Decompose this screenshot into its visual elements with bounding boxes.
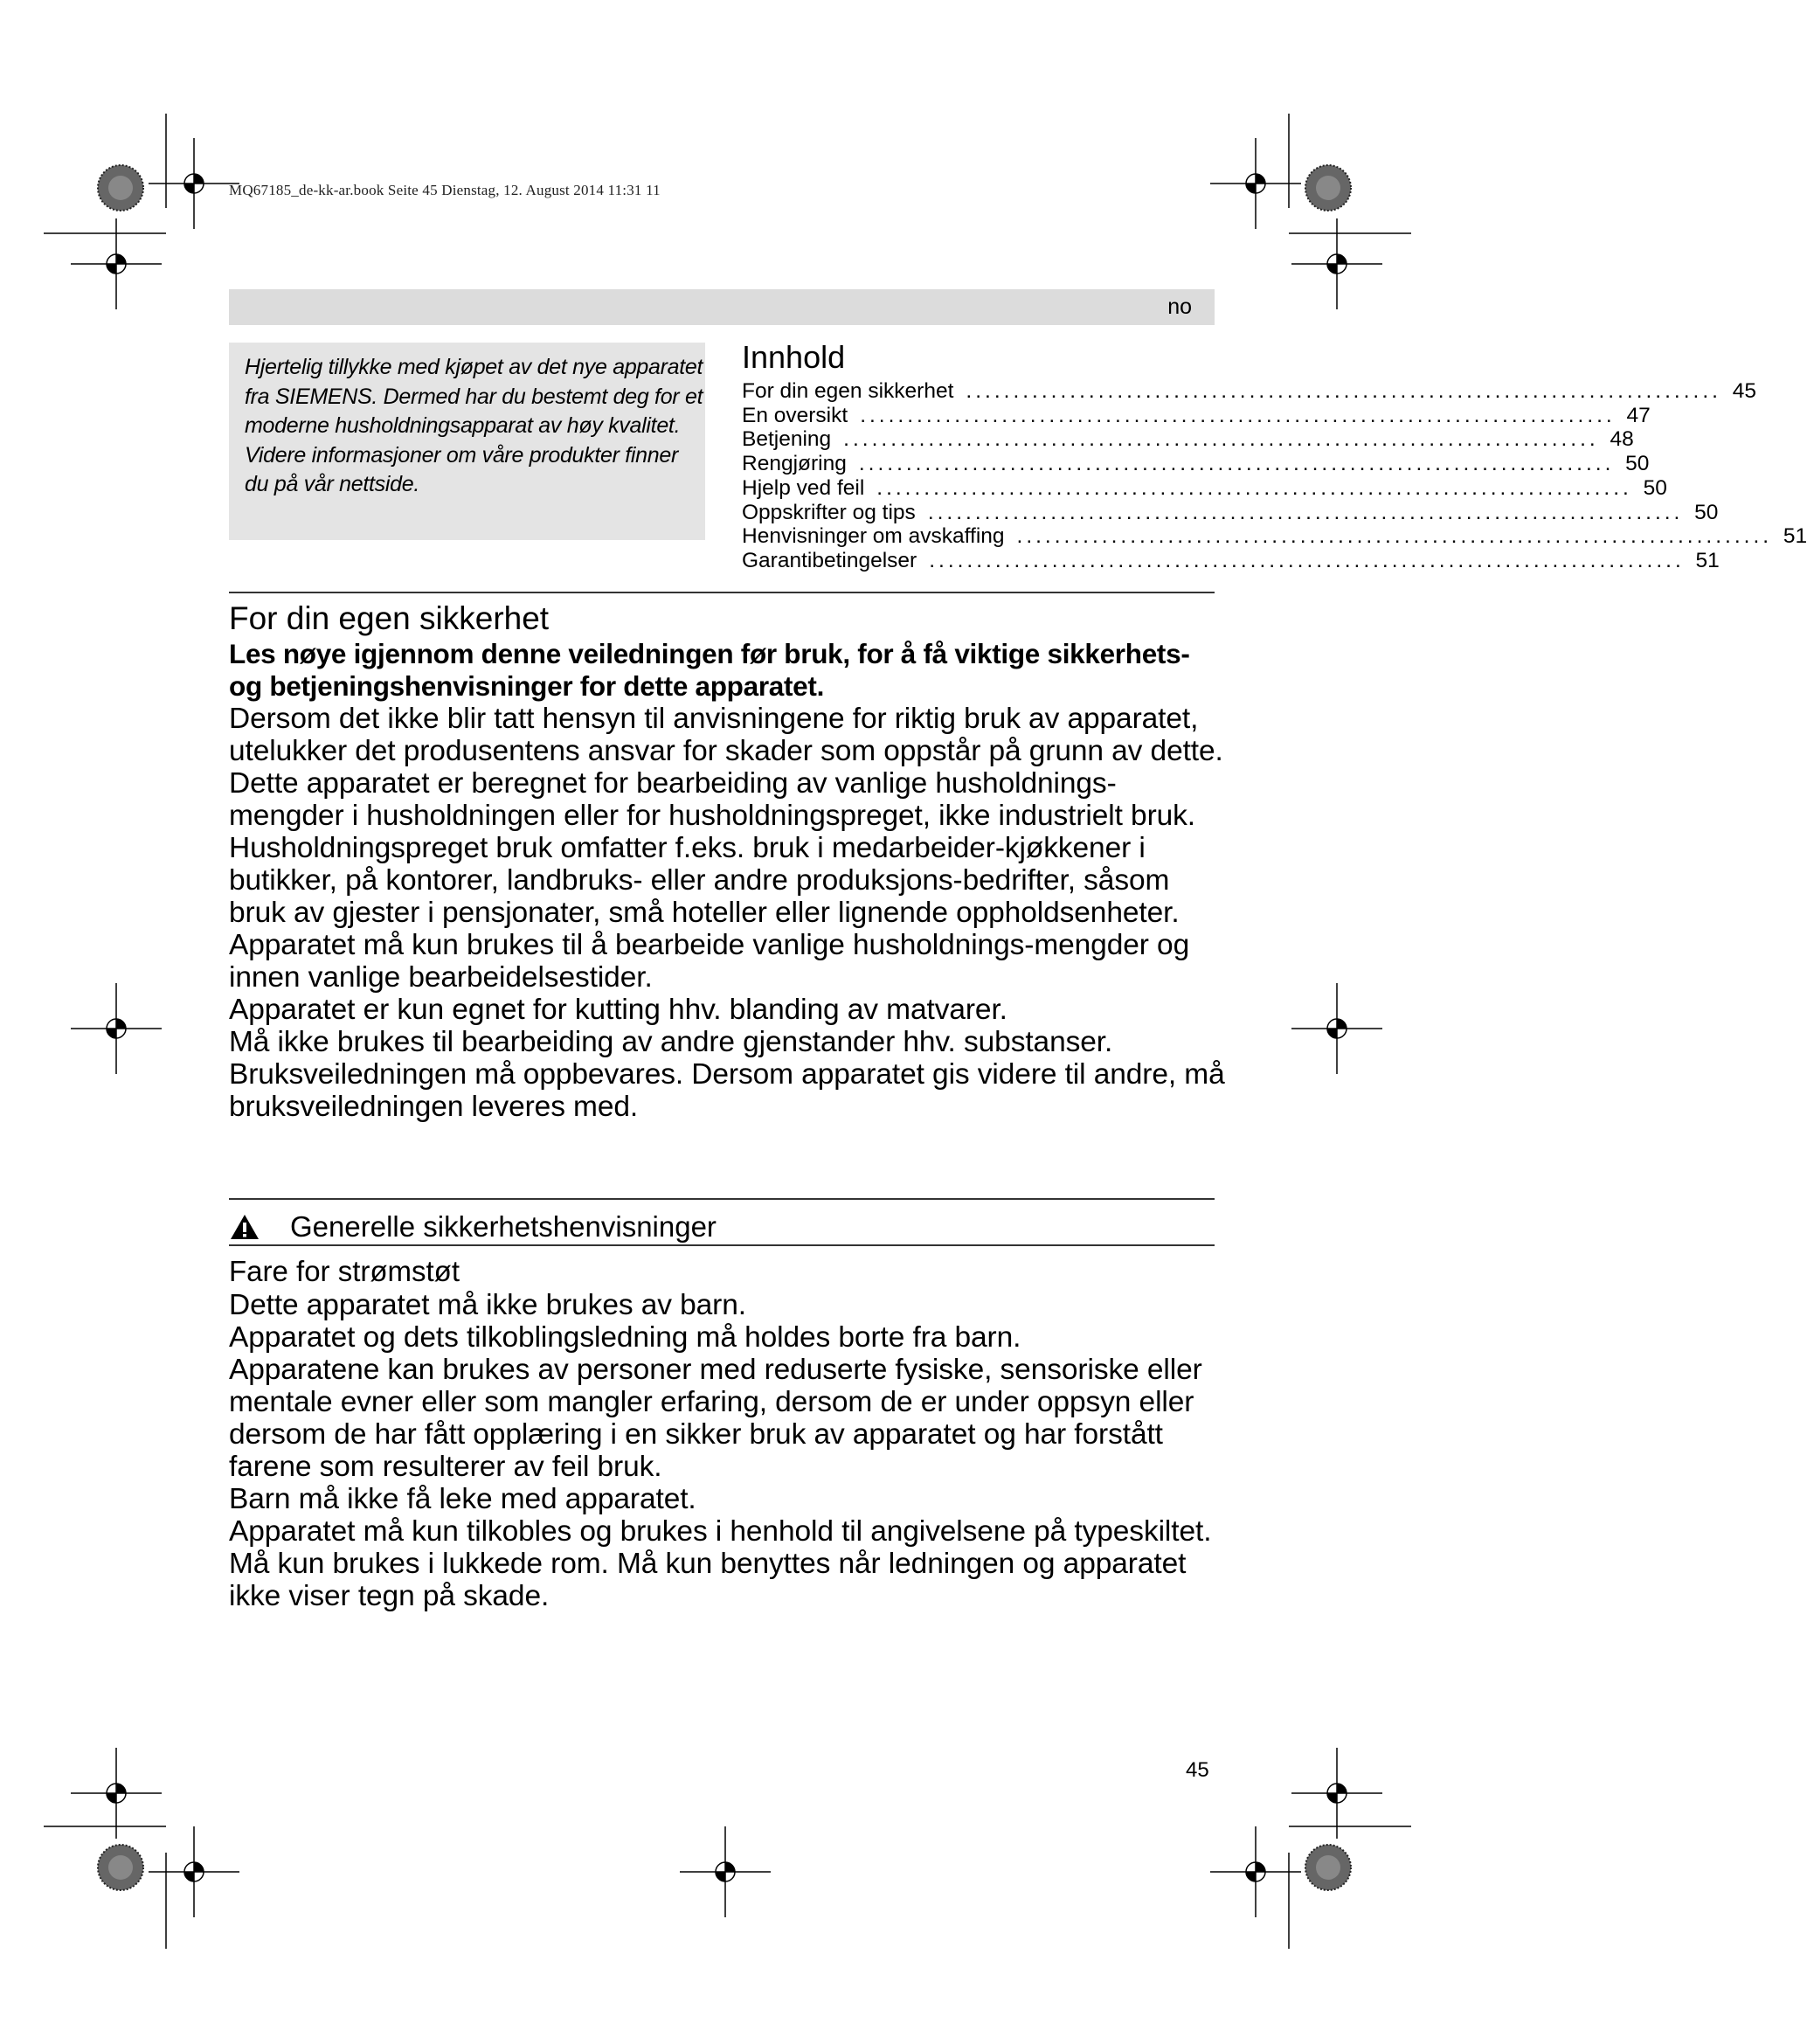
toc-leader-dots: ................................................................................ xyxy=(843,427,1599,452)
toc-item-label: En oversikt xyxy=(742,403,848,427)
toc-item-label: Betjening xyxy=(742,427,832,452)
paragraph: Må ikke brukes til bearbeiding av andre gjenstander hhv. substanser. xyxy=(229,1026,1113,1058)
paragraph: Apparatet er kun egnet for kutting hhv. blanding av matvarer. xyxy=(229,994,1007,1026)
lead-text: Les nøye igjennom denne veiledningen før bruk, for å få viktige sikkerhets- og betjeningshenvisninger for dette apparatet. xyxy=(229,638,1190,702)
registration-mark xyxy=(149,1826,239,1917)
toc-leader-dots: ................................................................................ xyxy=(860,403,1616,427)
toc-leader-dots: ................................................................................ xyxy=(876,475,1632,500)
toc-leader-dots: ................................................................................ xyxy=(929,548,1685,572)
toc-item-page: 48 xyxy=(1610,427,1634,452)
registration-mark xyxy=(149,138,239,229)
paragraph: Dette apparatet må ikke brukes av barn. xyxy=(229,1289,746,1321)
toc-leader-dots: ................................................................................ xyxy=(858,452,1615,476)
language-code: no xyxy=(1167,294,1192,319)
print-header: MQ67185_de-kk-ar.book Seite 45 Dienstag, 12. August 2014 11:31 11 xyxy=(229,182,661,198)
toc-item-page: 51 xyxy=(1695,548,1720,572)
section-heading: For din egen sikkerhet xyxy=(229,600,550,636)
registration-mark xyxy=(1291,983,1382,1074)
paragraph: Apparatet må kun tilkobles og brukes i henhold til angivelsene på typeskiltet. Må kun brukes i lukkede rom. Må kun benyttes når ledningen og apparatet ikke viser tegn på skade. xyxy=(229,1515,1212,1612)
paragraph: Apparatene kan brukes av personer med reduserte fysiske, sensoriske eller mentale evner eller som mangler erfaring, dersom de er under oppsyn eller dersom de har fått opplæring i en sikker bruk av apparatet og har forstått farene som resulterer av feil bruk. xyxy=(229,1354,1202,1483)
toc-item-label: For din egen sikkerhet xyxy=(742,379,954,403)
toc-item-label: Garantibetingelser xyxy=(742,548,917,572)
toc-leader-dots: ................................................................................ xyxy=(1016,524,1773,549)
toc-item-label: Hjelp ved feil xyxy=(742,475,865,500)
toc-item-label: Henvisninger om avskaffing xyxy=(742,524,1005,549)
toc-item-page: 50 xyxy=(1643,475,1667,500)
paragraph: Dersom det ikke blir tatt hensyn til anvisningene for riktig bruk av apparatet, utelukker det produsentens ansvar for skader som oppstår på grunn av dette. xyxy=(229,703,1223,767)
color-star-mark xyxy=(1305,165,1351,211)
page-number: 45 xyxy=(1186,1758,1209,1782)
paragraph: Barn må ikke få leke med apparatet. xyxy=(229,1483,696,1515)
toc-leader-dots: ................................................................................ xyxy=(927,500,1684,524)
toc-item-page: 45 xyxy=(1732,379,1756,403)
toc-item-page: 50 xyxy=(1625,452,1650,476)
intro-text: Hjertelig tillykke med kjøpet av det nye apparatet fra SIEMENS. Dermed har du bestemt deg for et moderne husholdningsapparat av høy kvalitet. Videre informasjoner om våre produkter finner du på vår nettside. xyxy=(245,355,703,496)
registration-mark xyxy=(1291,218,1382,309)
color-star-mark xyxy=(98,165,143,211)
registration-mark xyxy=(1210,1826,1301,1917)
paragraph: Dette apparatet er beregnet for bearbeiding av vanlige husholdnings-mengder i husholdningen eller for husholdningspreget, ikke industrielt bruk. Husholdningspreget bruk omfatter f.eks. bruk i medarbeider-kjøkkener i butikker, på kontorer, landbruks- eller andre produksjons-bedrifter, såsom bruk av gjester i pensjonater, små hoteller eller lignende oppholdsenheter. xyxy=(229,767,1196,929)
registration-mark xyxy=(680,1826,771,1917)
toc-item-page: 47 xyxy=(1626,403,1651,427)
subsection-heading: Fare for strømstøt xyxy=(229,1255,460,1287)
toc-item-page: 50 xyxy=(1694,500,1719,524)
toc-item-label: Oppskrifter og tips xyxy=(742,500,916,524)
toc-leader-dots: ................................................................................ xyxy=(966,379,1721,403)
registration-mark xyxy=(71,218,162,309)
color-star-mark xyxy=(98,1845,143,1890)
toc-item-page: 51 xyxy=(1783,524,1807,549)
registration-mark xyxy=(71,983,162,1074)
registration-mark xyxy=(1291,1748,1382,1839)
paragraph: Apparatet må kun brukes til å bearbeide vanlige husholdnings-mengder og innen vanlige bearbeidelsestider. xyxy=(229,929,1190,994)
registration-mark xyxy=(1210,138,1301,229)
registration-mark xyxy=(71,1748,162,1839)
general-safety-title: Generelle sikkerhetshenvisninger xyxy=(290,1210,717,1243)
color-star-mark xyxy=(1305,1845,1351,1890)
toc-title: Innhold xyxy=(742,339,846,375)
paragraph: Apparatet og dets tilkoblingsledning må holdes borte fra barn. xyxy=(229,1321,1021,1354)
toc-item-label: Rengjøring xyxy=(742,452,847,476)
paragraph: Bruksveiledningen må oppbevares. Dersom apparatet gis videre til andre, må bruksveiledningen leveres med. xyxy=(229,1058,1225,1123)
